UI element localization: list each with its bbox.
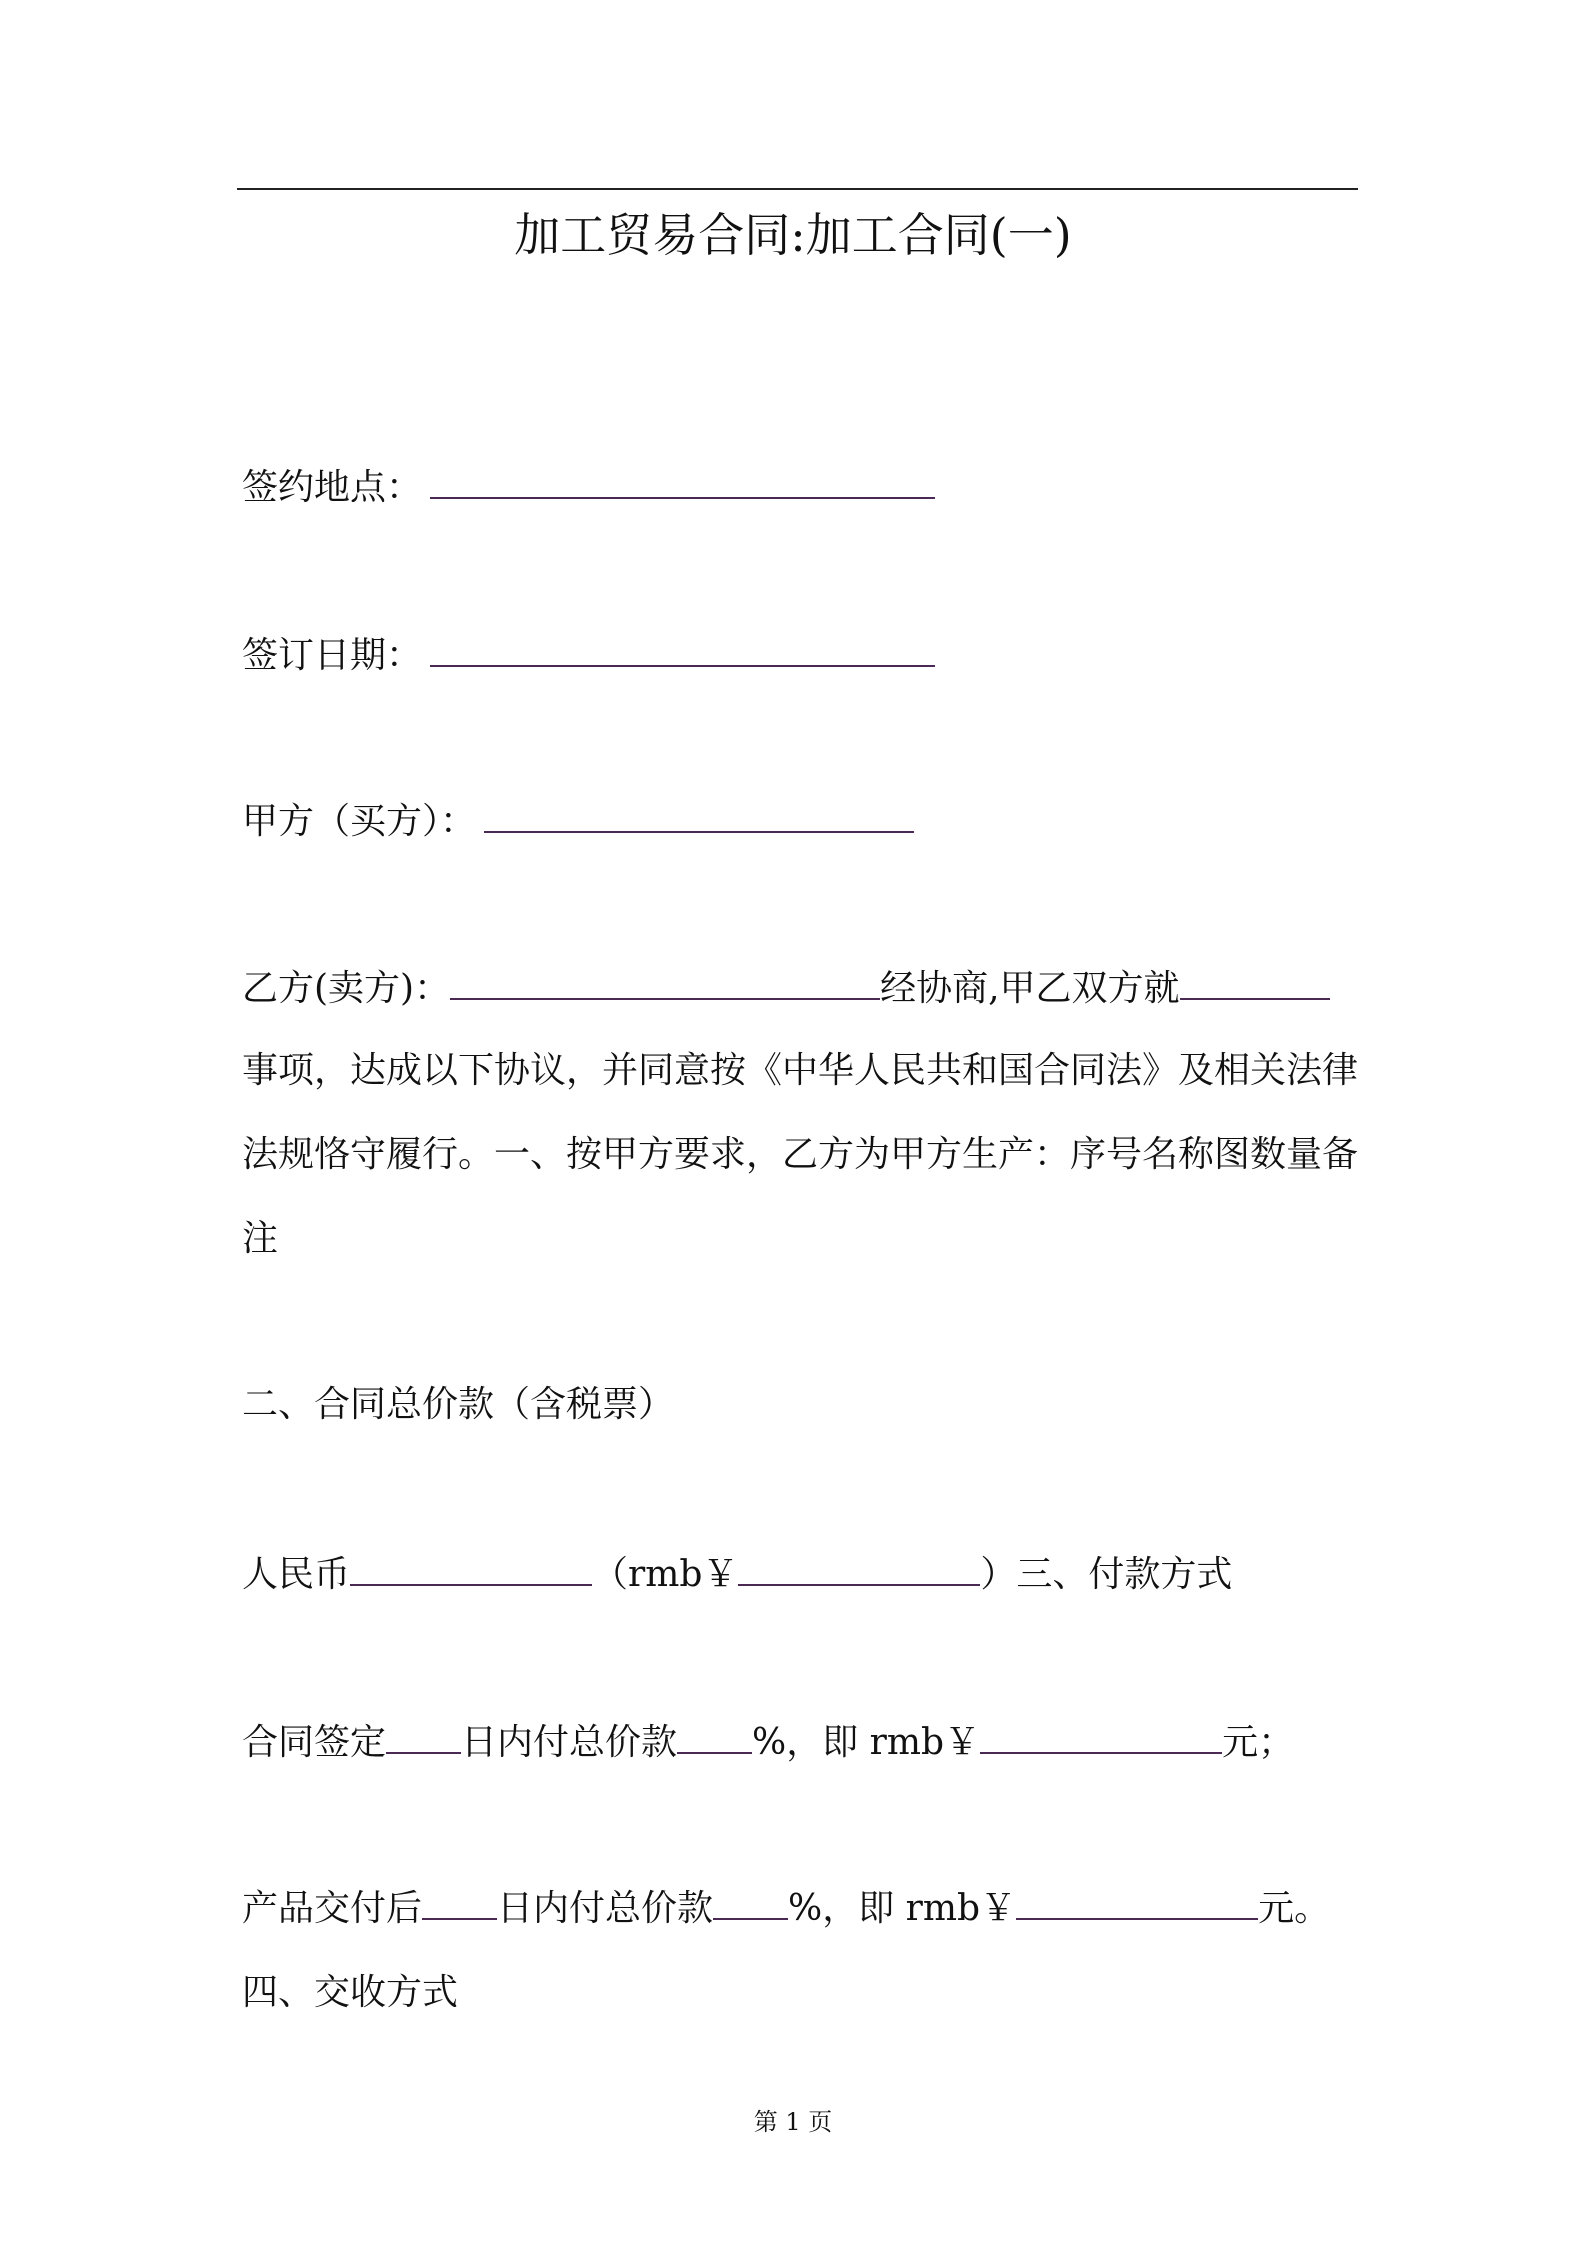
document-title: 加工贸易合同:加工合同(一)	[514, 208, 1072, 262]
party-b-line	[242, 968, 1330, 1009]
pay1-days-blank[interactable]	[386, 1722, 461, 1754]
agreement-paragraph: 事项，达成以下协议，并同意按《中华人民共和国合同法》及相关法律法规恪守履行。一、按甲方要求，乙方为甲方生产：序号名称图数量备注	[242, 1050, 1359, 1259]
party-b-tail: 经协商,甲乙双方就	[880, 968, 1180, 1009]
party-a-label: 甲方（买方）：	[242, 801, 477, 842]
sign-date-line	[242, 635, 935, 676]
party-a-line	[242, 801, 914, 842]
pay1-c: %，即 rmb￥	[752, 1722, 981, 1763]
sign-place-blank[interactable]	[430, 467, 935, 499]
sign-date-label: 签订日期：	[242, 635, 423, 676]
rmb-tail: ）三、付款方式	[980, 1554, 1233, 1595]
pay1-a: 合同签定	[242, 1722, 387, 1763]
payment-2-paragraph	[242, 1867, 1382, 2035]
sign-place-label: 签约地点：	[242, 467, 423, 508]
payment-1-line	[242, 1722, 1294, 1763]
pay2-amount-blank[interactable]	[1016, 1888, 1258, 1920]
pay2-percent-blank[interactable]	[713, 1888, 788, 1920]
rmb-mid: （rmb￥	[592, 1554, 739, 1595]
pay2-d: 元。四、交收方式	[242, 1888, 1331, 2013]
pay2-days-blank[interactable]	[422, 1888, 497, 1920]
pay2-b: 日内付总价款	[497, 1888, 714, 1929]
party-a-blank[interactable]	[484, 801, 914, 833]
party-b-blank[interactable]	[450, 968, 880, 1000]
party-b-label: 乙方(卖方)：	[242, 968, 451, 1009]
page-number: 第 1 页	[753, 2108, 833, 2136]
pay1-percent-blank[interactable]	[677, 1722, 752, 1754]
sign-date-blank[interactable]	[430, 635, 935, 667]
rmb-line	[242, 1554, 1232, 1595]
rmb-prefix: 人民币	[242, 1554, 351, 1595]
pay1-b: 日内付总价款	[461, 1722, 678, 1763]
pay2-c: %，即 rmb￥	[788, 1888, 1017, 1929]
rmb-words-blank[interactable]	[350, 1554, 592, 1586]
matter-blank[interactable]	[1180, 968, 1330, 1000]
section-2-heading: 二、合同总价款（含税票）	[242, 1384, 675, 1425]
pay2-a: 产品交付后	[242, 1888, 423, 1929]
rmb-amount-blank[interactable]	[738, 1554, 980, 1586]
header-rule	[237, 188, 1358, 190]
pay1-d: 元；	[1222, 1722, 1295, 1763]
pay1-amount-blank[interactable]	[980, 1722, 1222, 1754]
sign-place-line	[242, 467, 935, 508]
